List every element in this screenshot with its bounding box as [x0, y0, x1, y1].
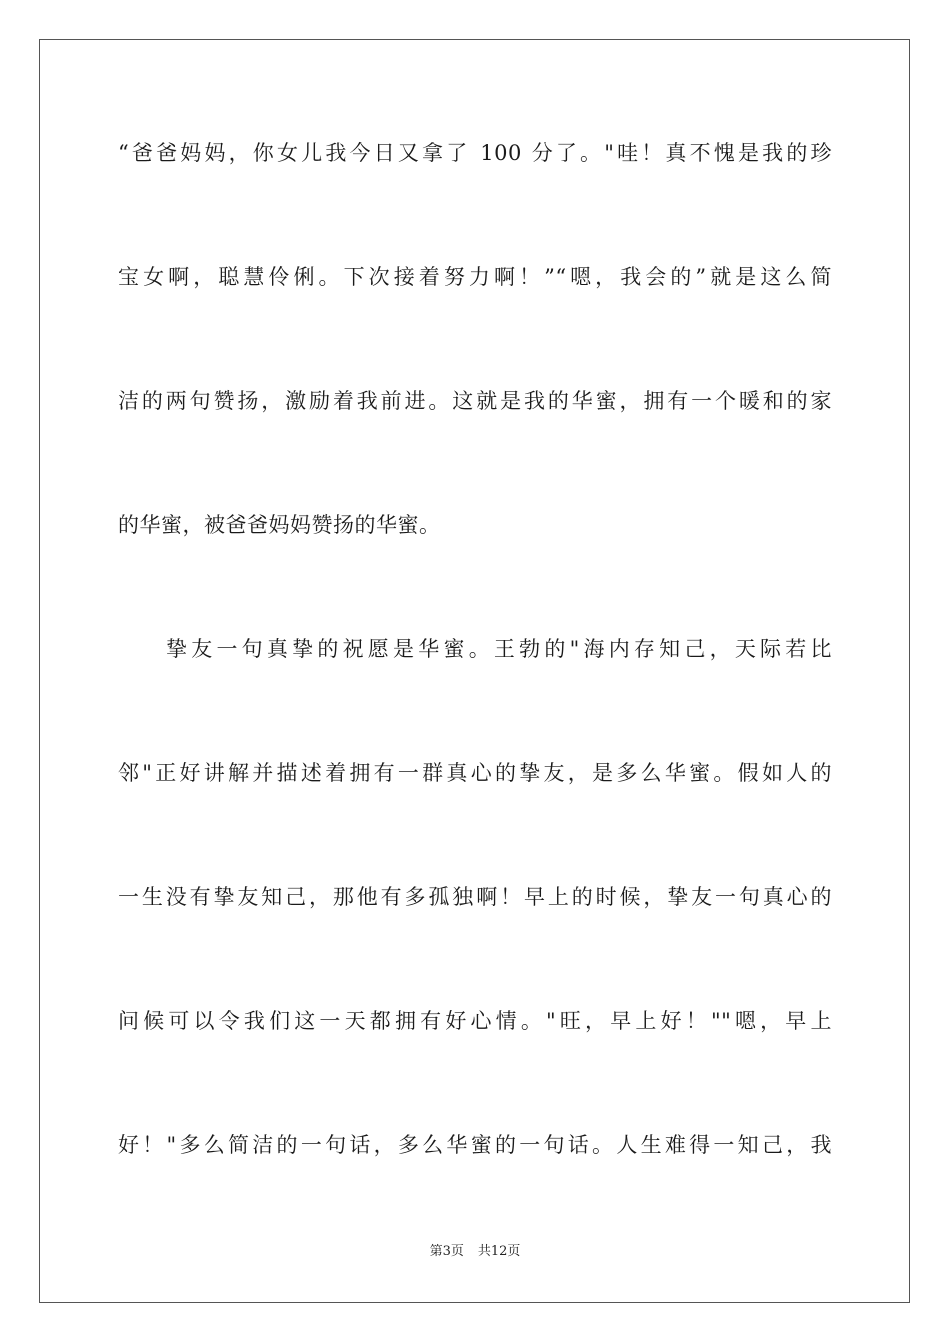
page-total: 共12页 [477, 1244, 521, 1259]
text-line-9: 好！"多么简洁的一句话，多么华蜜的一句话。人生难得一知己，我 [118, 1133, 832, 1157]
page-number: 第3页 [429, 1244, 464, 1259]
text-line-2: 宝女啊，聪慧伶俐。下次接着努力啊！”“嗯，我会的”就是这么简 [118, 265, 832, 289]
text-line-3: 洁的两句赞扬，激励着我前进。这就是我的华蜜，拥有一个暖和的家 [118, 389, 832, 413]
page-footer [0, 1240, 950, 1259]
text-line-1: “爸爸妈妈，你女儿我今日又拿了 100 分了。"哇！真不愧是我的珍 [118, 141, 832, 165]
text-line-8: 问候可以令我们这一天都拥有好心情。"旺，早上好！""嗯，早上 [118, 1009, 832, 1033]
page-border [39, 39, 910, 1303]
text-line-4: 的华蜜，被爸爸妈妈赞扬的华蜜。 [118, 513, 441, 537]
text-line-6: 邻"正好讲解并描述着拥有一群真心的挚友，是多么华蜜。假如人的 [118, 761, 832, 785]
text-line-7: 一生没有挚友知己，那他有多孤独啊！早上的时候，挚友一句真心的 [118, 885, 832, 909]
text-line-5: 挚友一句真挚的祝愿是华蜜。王勃的"海内存知己，天际若比 [166, 637, 832, 661]
